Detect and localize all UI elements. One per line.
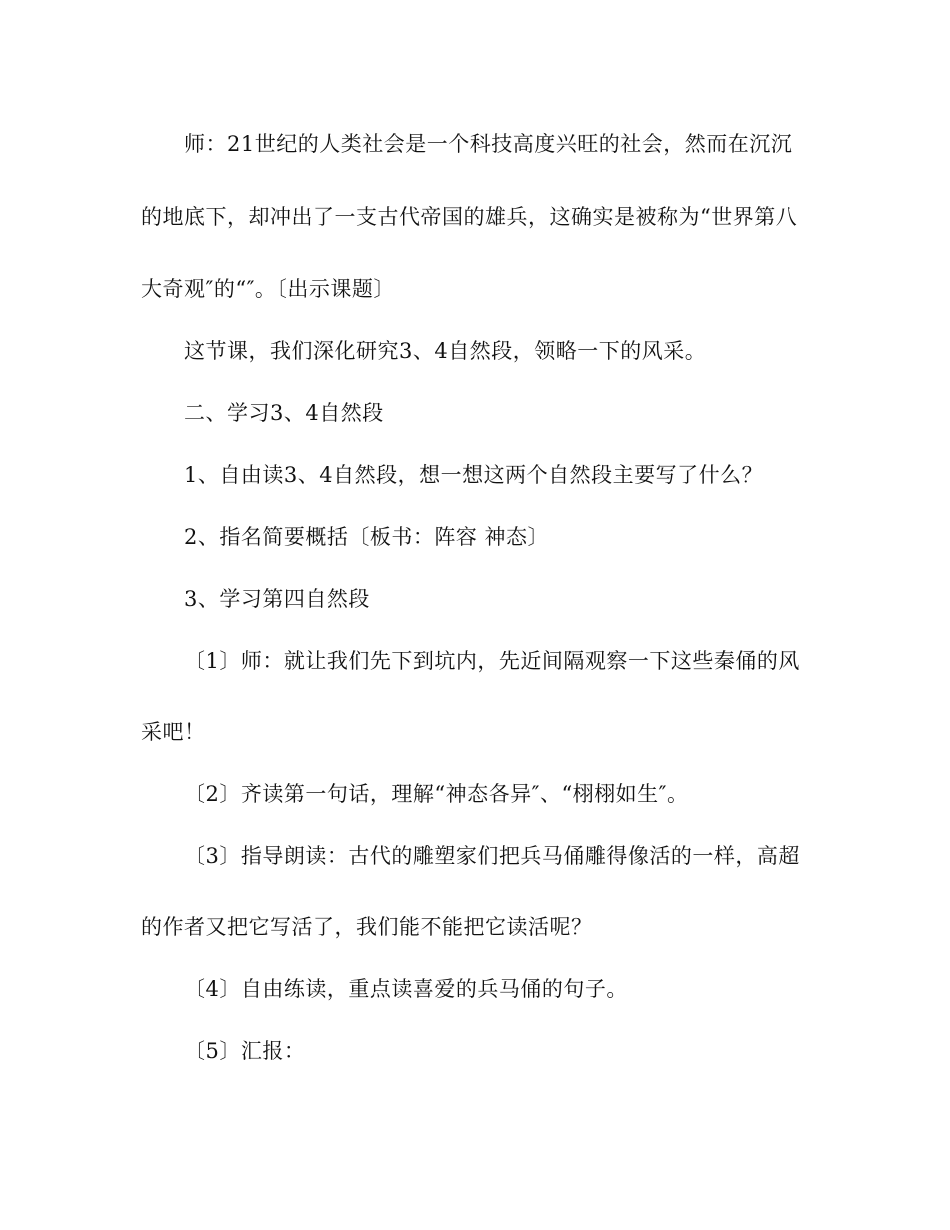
text-line-3: 大奇观″的“″。〔出示课题〕 [141, 277, 395, 301]
text-line-9: 〔1〕师：就让我们先下到坑内，先近间隔观察一下这些秦俑的风 [184, 649, 800, 673]
text-line-2: 的地底下，却冲出了一支古代帝国的雄兵，这确实是被称为“世界第八 [141, 205, 798, 229]
section-heading: 二、学习3、4自然段 [184, 401, 384, 425]
text-line-10: 采吧！ [141, 720, 206, 744]
text-line-13: 的作者又把它写活了，我们能不能把它读活呢？ [141, 915, 593, 939]
text-line-6: 1、自由读3、4自然段，想一想这两个自然段主要写了什么？ [184, 463, 764, 487]
text-line-8: 3、学习第四自然段 [184, 587, 370, 611]
text-line-15: 〔5〕汇报： [184, 1039, 306, 1063]
text-line-1: 师：21世纪的人类社会是一个科技高度兴旺的社会，然而在沉沉 [184, 132, 793, 156]
text-line-11: 〔2〕齐读第一句话，理解“神态各异″、“栩栩如生″。 [184, 782, 689, 806]
text-line-14: 〔4〕自由练读，重点读喜爱的兵马俑的句子。 [184, 977, 628, 1001]
text-line-4: 这节课，我们深化研究3、4自然段，领略一下的风采。 [184, 339, 707, 363]
text-line-7: 2、指名简要概括〔板书：阵容 神态〕 [184, 525, 550, 549]
text-line-12: 〔3〕指导朗读：古代的雕塑家们把兵马俑雕得像活的一样，高超 [184, 844, 800, 868]
